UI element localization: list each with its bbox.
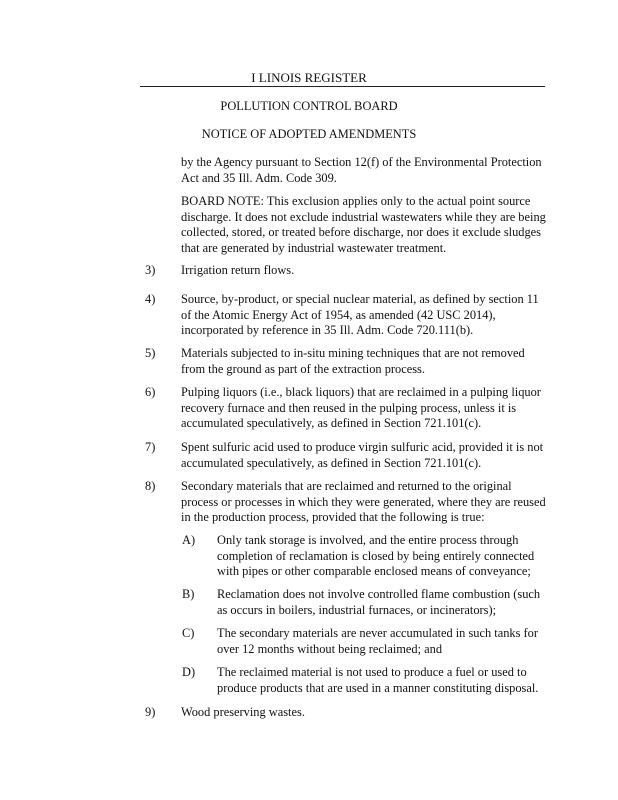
item-number: 5) (145, 346, 156, 360)
register-title: I LINOIS REGISTER (251, 70, 367, 85)
item-number: 6) (145, 385, 156, 399)
item-text: Pulping liquors (i.e., black liquors) that are reclaimed in a pulping liquor recovery furnace and then reused in the pulping process, unless it is accumulated speculatively, as defined in Section 721.101(c). (181, 385, 541, 431)
item-text: Spent sulfuric acid used to produce virgin sulfuric acid, provided it is not accumulated speculatively, as defined in Section 721.101(c). (181, 440, 544, 470)
subitem-text: Reclamation does not involve controlled flame combustion (such as occurs in boilers, industrial furnaces, or incinerators); (217, 587, 541, 617)
item-text: Secondary materials that are reclaimed and returned to the original process or processes in which they were generated, where they are reused in the production process, provided that the following is true: (181, 479, 546, 525)
item-number: 3) (145, 263, 156, 277)
item-number: 8) (145, 479, 156, 493)
subitem-text: The secondary materials are never accumulated in such tanks for over 12 months without being reclaimed; and (217, 626, 538, 656)
item-number: 4) (145, 292, 156, 306)
item-text: Source, by-product, or special nuclear material, as defined by section 11 of the Atomic Energy Act of 1954, as amended (42 USC 2014), incorporated by reference in 35 Ill. Adm. Code 720.111(b). (181, 292, 539, 338)
board-note: BOARD NOTE: This exclusion applies only to the actual point source discharge. It does not exclude industrial wastewaters while they are being collected, stored, or treated before discharge, nor does it exclude sludges that are generated by industrial wastewater treatment. (181, 194, 546, 255)
item-text: Materials subjected to in-situ mining techniques that are not removed from the ground as part of the extraction process. (181, 346, 525, 376)
header-rule (140, 86, 545, 87)
subitem-text: Only tank storage is involved, and the entire process through completion of reclamation is closed by being entirely connected with pipes or other comparable enclosed means of conveyance; (217, 533, 535, 579)
subitem-letter: C) (182, 626, 195, 640)
notice-title: NOTICE OF ADOPTED AMENDMENTS (201, 127, 417, 141)
subitem-letter: D) (182, 665, 196, 679)
subitem-text: The reclaimed material is not used to produce a fuel or used to produce products that are used in a manner constituting disposal. (217, 665, 539, 695)
board-title: POLLUTION CONTROL BOARD (220, 99, 398, 113)
item-text: Wood preserving wastes. (181, 705, 305, 719)
item-number: 9) (145, 705, 156, 719)
subitem-letter: B) (182, 587, 195, 601)
subitem-letter: A) (182, 533, 196, 547)
intro-paragraph: by the Agency pursuant to Section 12(f) of the Environmental Protection Act and 35 Ill. Adm. Code 309. (181, 155, 542, 185)
item-number: 7) (145, 440, 156, 454)
item-text: Irrigation return flows. (181, 263, 295, 277)
